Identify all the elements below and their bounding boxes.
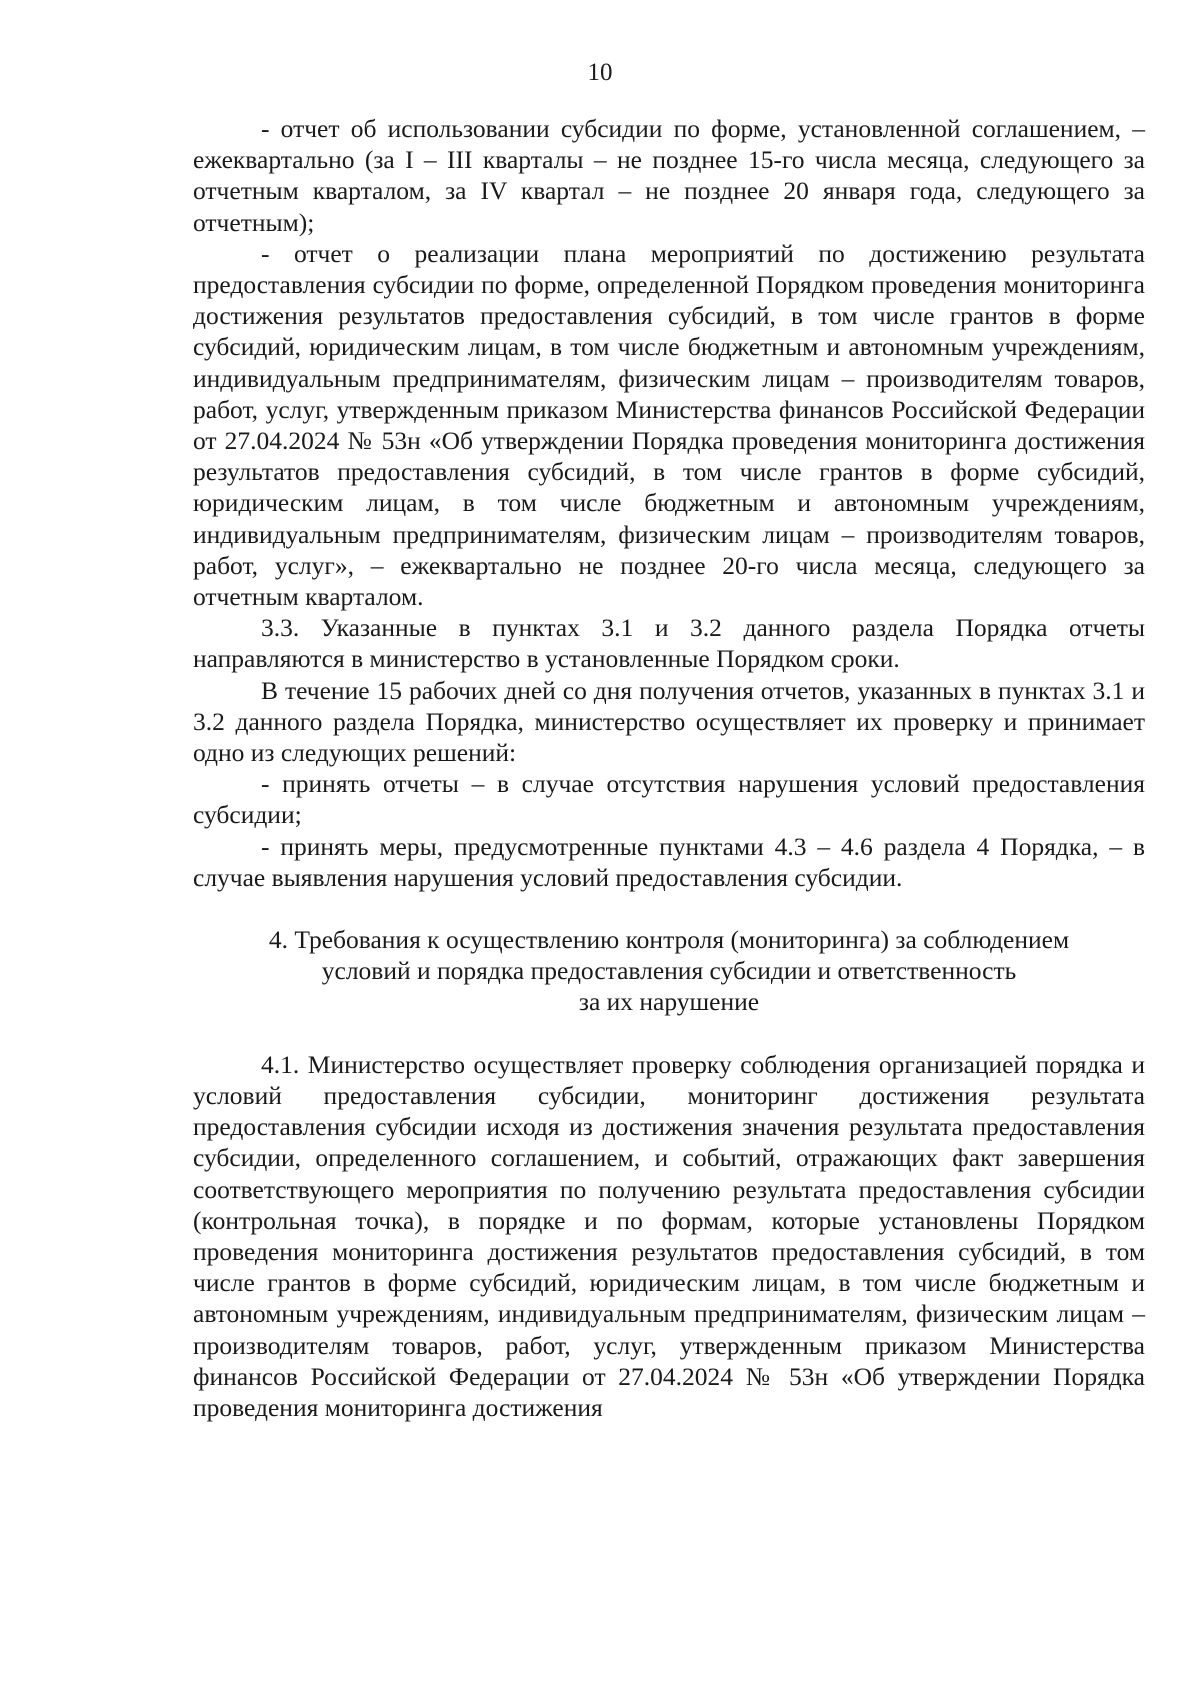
document-body <box>193 113 1145 1423</box>
page-number: 10 <box>587 59 613 86</box>
paragraph-report-subsidy-use: - отчет об использовании субсидии по форме, установленной соглашением, – ежеквартально (за I – III кварталы – не позднее 15-го числа месяца, следующего за отчетным кварталом, за IV квартал – не позднее 20 января года, следующего за отчетным); <box>193 114 1145 237</box>
paragraph-accept-reports: - принять отчеты – в случае отсутствия нарушения условий предоставления субсидии; <box>193 769 1145 830</box>
paragraph-report-action-plan: - отчет о реализации плана мероприятий по достижению результата предоставления субсидии по форме, определенной Порядком проведения мониторинга достижения результатов предоставления субсидий, в том числе грантов в форме субсидий, юридическим лицам, в том числе бюджетным и автономным учреждениям, индивидуальным предпринимателям, физическим лицам – производителям товаров, работ, услуг, утвержденным приказом Министерства финансов Российской Федерации от 27.04.2024 № 53н «Об утверждении Порядка проведения мониторинга достижения результатов предоставления субсидий, в том числе грантов в форме субсидий, юридическим лицам, в том числе бюджетным и автономным учреждениям, индивидуальным предпринимателям, физическим лицам – производителям товаров, работ, услуг», – ежеквартально не позднее 20-го числа месяца, следующего за отчетным кварталом. <box>193 238 1145 612</box>
paragraph-review-period: В течение 15 рабочих дней со дня получения отчетов, указанных в пунктах 3.1 и 3.2 данного раздела Порядка, министерство осуществляет их проверку и принимает одно из следующих решений: <box>193 675 1145 768</box>
section-heading-line: 4. Требования к осуществлению контроля (мониторинга) за соблюдением <box>268 925 1070 955</box>
paragraph-take-measures: - принять меры, предусмотренные пунктами 4.3 – 4.6 раздела 4 Порядка, – в случае выявления нарушения условий предоставления субсидии. <box>193 831 1145 892</box>
section-heading-4 <box>193 924 1145 1018</box>
section-heading-line: за их нарушение <box>578 987 760 1017</box>
paragraph-3-3: 3.3. Указанные в пунктах 3.1 и 3.2 данного раздела Порядка отчеты направляются в министерство в установленные Порядком сроки. <box>193 613 1145 674</box>
paragraph-4-1: 4.1. Министерство осуществляет проверку соблюдения организацией порядка и условий предоставления субсидии, мониторинг достижения результата предоставления субсидии исходя из достижения значения результата предоставления субсидии, определенного соглашением, и событий, отражающих факт завершения соответствующего мероприятия по получению результата предоставления субсидии (контрольная точка), в порядке и по формам, которые установлены Порядком проведения мониторинга достижения результатов предоставления субсидий, в том числе грантов в форме субсидий, юридическим лицам, в том числе бюджетным и автономным учреждениям, индивидуальным предпринимателям, физическим лицам – производителям товаров, работ, услуг, утвержденным приказом Министерства финансов Российской Федерации от 27.04.2024 № 53н «Об утверждении Порядка проведения мониторинга достижения <box>193 1049 1145 1422</box>
section-heading-line: условий и порядка предоставления субсидии и ответственность <box>321 956 1017 986</box>
